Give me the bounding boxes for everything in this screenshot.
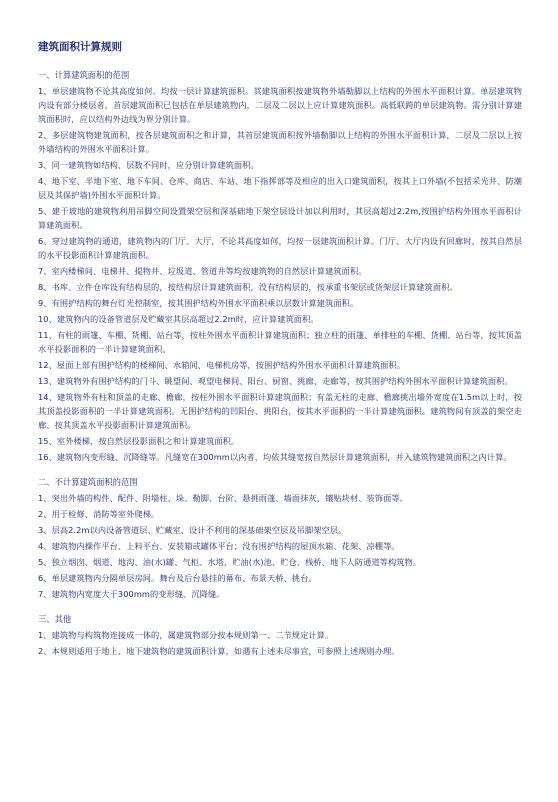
section-heading: 二、不计算建筑面积的范围 [38,477,138,487]
list-item: 2、用于检修、消防等室外爬梯。 [38,509,160,519]
list-item: 1、突出外墙的构件、配件、附墙柱、垛、勒脚、台阶、悬挑雨蓬、墙面抹灰、镶贴块材、装饰面等。 [38,493,408,503]
list-item: 5、建于坡地的建筑物利用吊脚空间设置架空层和深基础地下架空层设计加以利用时，其层高超过2.2m,按围护结构外围水平面积计算建筑面积。 [38,206,522,230]
list-item: 3、同一建筑物如结构、层数不同时，应分别计算建筑面积。 [38,160,259,170]
list-item: 1、建筑物与构筑物连接成一体的，属建筑物部分按本规则第一、二节规定计算。 [38,630,334,640]
list-item: 7、建筑物内宽度大于300mm的变形缝、沉降缝。 [38,589,225,599]
list-item: 8、书库、立件仓库设有结构层的，按结构层计算建筑面积，没有结构层的，按承重书架层或货架层计算建筑面积。 [38,282,458,292]
document-page [38,40,522,660]
list-item: 4、建筑物内操作平台、上料平台、安装箱或罐体平台；没有围护结构的屋顶水箱、花架、凉棚等。 [38,541,400,551]
list-item: 7、室内楼梯间、电梯井、提物井、垃圾道、管道井等均按建筑物的自然层计算建筑面积。 [38,266,367,276]
list-item: 4、地下室、半地下室、地下车间、仓库、商店、车站、地下指挥部等及相应的出入口建筑面积，按其上口外墙(不包括采光井、防潮层及其保护墙)外围水平面积计算。 [38,176,522,200]
list-item: 1、单层建筑物不论其高度如何。均按一层计算建筑面积。其建筑面积按建筑物外墙勒脚以上结构的外围水平面积计算。单层建筑物内设有部分楼层者，首层建筑面积已包括在单层建筑物内，二层及二层以上应计算建筑面积。高低联跨的单层建筑物。需分别计算建筑面积时，应以结构外边线为界分别计算。 [38,86,522,124]
section-excluded-scope [38,475,522,601]
document-title: 建筑面积计算规则 [38,41,122,53]
list-item: 6、单层建筑物内分隔单层房间。舞台及后台悬挂的幕布、布景天桥、挑台。 [38,573,317,583]
list-item: 16、建筑物内变形缝、沉降缝等。凡缝宽在300mm以内者，均依其缝宽按自然层计算建筑面积，并入建筑物建筑面积之内计算。 [38,452,512,462]
list-item: 14、建筑物外有柱和顶盖的走廊、檐廊，按柱外围水平面积计算建筑面积；有盖无柱的走廊、檐廊挑出墙外宽度在1.5m以上时，按其顶盖投影面积的一半计算建筑面积。无围护结构的凹阳台、挑阳台，按其水平面积的一半计算建筑面积。建筑物间有顶盖的架空走廊、按其顶盖水平投影面积计算建筑面积。 [38,392,522,430]
list-item: 9、有围护结构的舞台灯光控制室，按其围护结构外围水平面积乘以层数计算建筑面积。 [38,298,359,308]
list-item: 2、本规则适用于地上、地下建筑物的建筑面积计算，如遇有上述未尽事宜，可参照上述规则办理。 [38,646,400,656]
section-heading: 一、计算建筑面积的范围 [38,70,130,80]
section-heading: 三、其他 [38,614,72,624]
list-item: 13、建筑物外有围护结构的门斗、眺望间、观望电梯间、阳台、厨窗、挑廊、走廊等，按其围护结构外围水平面积计算建筑面积。 [38,376,513,386]
list-item: 2、多层建筑物建筑面积，按各层建筑面积之和计算，其首层建筑面积按外墙勒脚以上结构的外围水平面积计算，二层及二层以上按外墙结构的外围水平面积计算。 [38,130,522,154]
list-item: 10、建筑物内的设备管道层及贮藏室其层高超过2.2m时，应计算建筑面积。 [38,314,319,324]
section-other [38,612,522,658]
list-item: 11、有柱的雨篷、车棚、货棚、站台等，按柱外围水平面积计算建筑面积；独立柱的雨篷、单排柱的车棚、货棚、站台等，按其顶盖水平投影面积的一半计算建筑面积。 [38,330,522,354]
list-item: 5、独立烟囱、烟道、地沟、油(水)罐、气柜、水塔、贮油(水)池、贮仓、栈桥、地下人防通道等构筑物。 [38,557,422,567]
section-calc-scope [38,68,522,464]
list-item: 3、层高2.2m以内设备管道层、贮藏室、设计不利用的深基础架空层及吊脚架空层。 [38,525,347,535]
list-item: 6、穿过建筑物的通道，建筑物内的门厅、大厅，不论其高度如何，均按一层建筑面积计算。门厅、大厅内设有回廊时，按其自然层的水平投影面积计算建筑面积。 [38,236,522,260]
list-item: 15、室外楼梯，按自然层投影面积之和计算建筑面积。 [38,436,240,446]
list-item: 12、屋面上部有围护结构的楼梯间、水箱间、电梯机房等，按围护结构外围水平面积计算建筑面积。 [38,360,405,370]
